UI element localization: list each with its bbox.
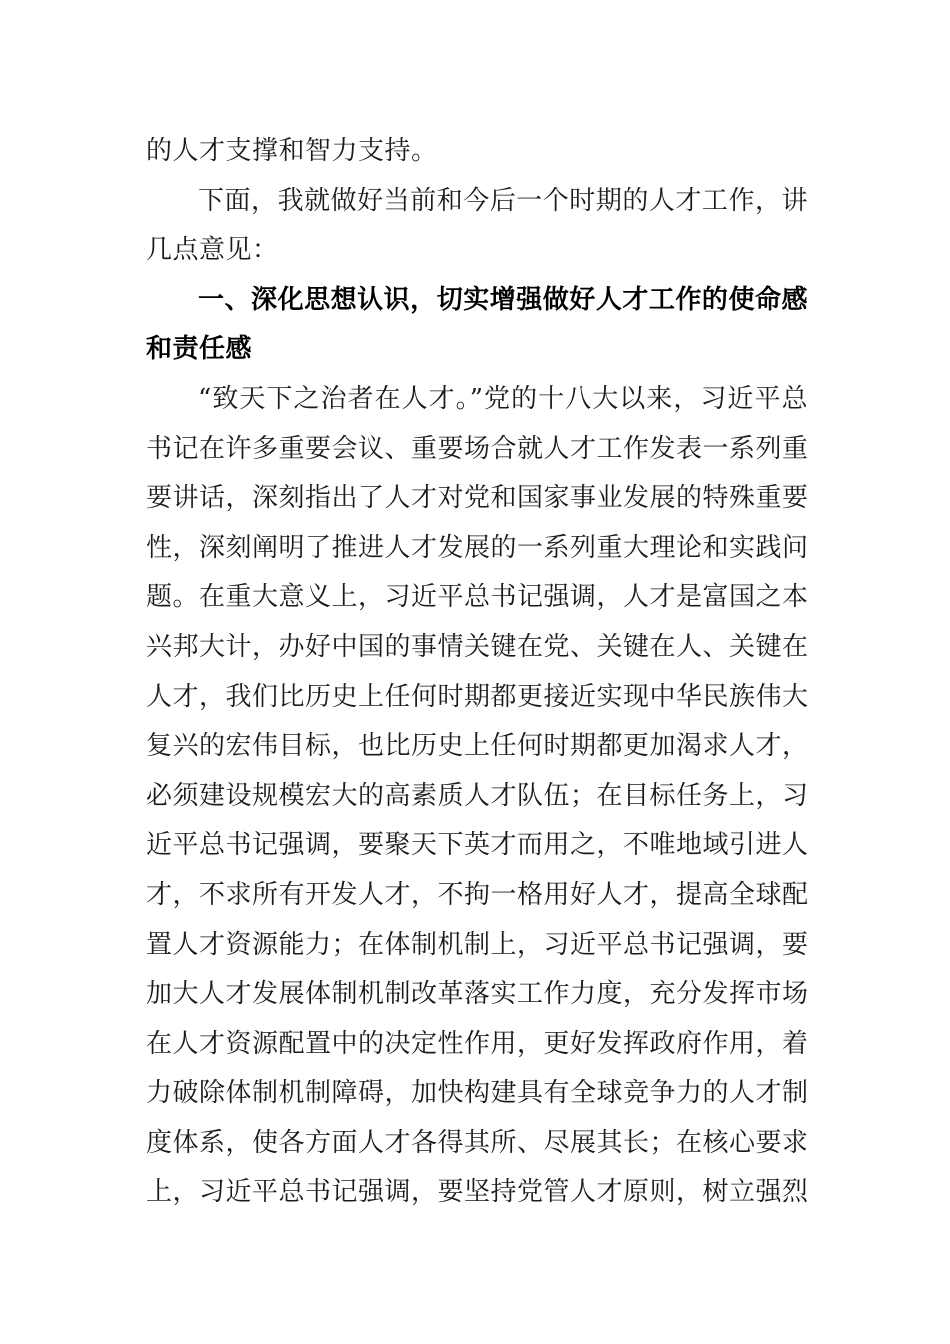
text-line: 力破除体制机制障碍，加快构建具有全球竞争力的人才制 <box>146 1078 809 1109</box>
text-line: 兴邦大计，办好中国的事情关键在党、关键在人、关键在 <box>146 631 809 662</box>
text-line: 置人才资源能力；在体制机制上，习近平总书记强调，要 <box>146 929 809 960</box>
text-line: 人才，我们比历史上任何时期都更接近实现中华民族伟大 <box>146 681 809 712</box>
text-line: 必须建设规模宏大的高素质人才队伍；在目标任务上，习 <box>146 780 809 811</box>
text-line: 要讲话，深刻指出了人才对党和国家事业发展的特殊重要 <box>146 483 809 514</box>
body-text <box>146 127 808 1218</box>
text-line: 近平总书记强调，要聚天下英才而用之，不唯地域引进人 <box>146 830 809 861</box>
text-line: “致天下之治者在人才。”党的十八大以来，习近平总 <box>198 383 808 414</box>
text-line: 才，不求所有开发人才，不拘一格用好人才，提高全球配 <box>146 879 809 910</box>
text-line: 度体系，使各方面人才各得其所、尽展其长；在核心要求 <box>146 1127 809 1158</box>
text-line: 的人才支撑和智力支持。 <box>146 136 438 166</box>
text-line: 书记在许多重要会议、重要场合就人才工作发表一系列重 <box>146 433 809 464</box>
text-line: 下面，我就做好当前和今后一个时期的人才工作，讲 <box>198 185 808 216</box>
text-line: 复兴的宏伟目标，也比历史上任何时期都更加渴求人才， <box>146 731 809 762</box>
text-line: 上，习近平总书记强调，要坚持党管人才原则，树立强烈 <box>146 1177 809 1208</box>
text-line: 性，深刻阐明了推进人才发展的一系列重大理论和实践问 <box>146 532 809 563</box>
text-line: 加大人才发展体制机制改革落实工作力度，充分发挥市场 <box>146 979 809 1010</box>
text-line: 题。在重大意义上，习近平总书记强调，人才是富国之本 <box>146 582 809 613</box>
section-heading: 一、深化思想认识，切实增强做好人才工作的使命感 <box>198 284 808 315</box>
section-heading: 和责任感 <box>146 334 253 365</box>
text-line: 在人才资源配置中的决定性作用，更好发挥政府作用，着 <box>146 1028 809 1059</box>
text-line: 几点意见： <box>146 235 279 266</box>
